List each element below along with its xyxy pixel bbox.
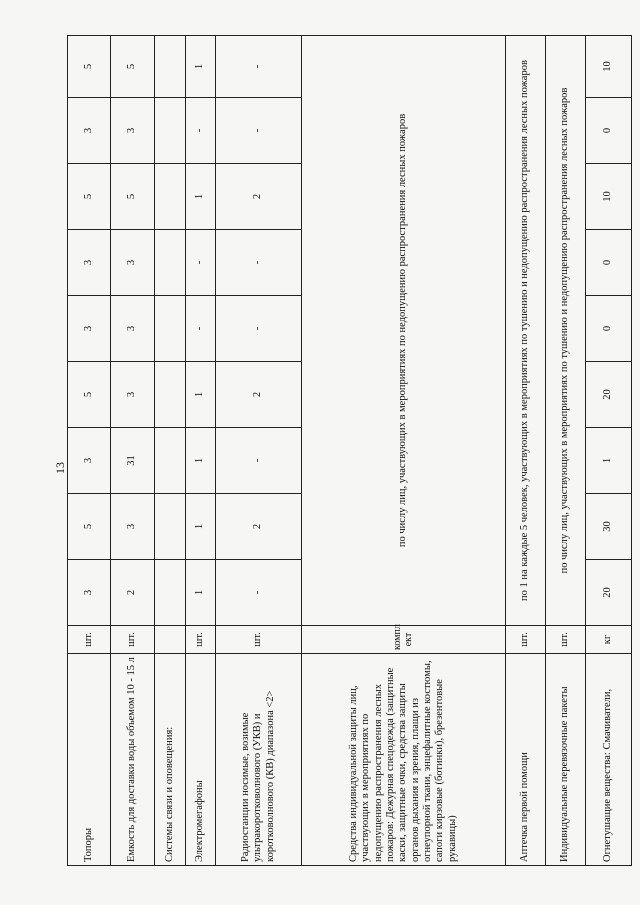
table-row xyxy=(155,36,186,866)
value-cell: 1 xyxy=(186,36,216,98)
value-cell: 3 xyxy=(111,362,155,428)
value-cell: 31 xyxy=(111,428,155,494)
row-name: Электромегафоны xyxy=(186,654,216,866)
value-cell: 5 xyxy=(68,164,111,230)
table-row xyxy=(546,36,586,866)
value-cell: - xyxy=(216,36,302,98)
row-unit: шт. xyxy=(186,626,216,654)
row-name: Емкость для доставки воды объемом 10 - 15 л xyxy=(111,654,155,866)
value-cell: - xyxy=(216,428,302,494)
row-unit: кг xyxy=(586,626,632,654)
value-cell: 1 xyxy=(186,494,216,560)
value-cell xyxy=(155,164,186,230)
value-cell: 3 xyxy=(68,98,111,164)
value-cell: 5 xyxy=(111,36,155,98)
value-cell: 3 xyxy=(68,428,111,494)
rotated-table-container xyxy=(67,36,614,866)
page-number: 13 xyxy=(53,462,67,474)
value-cell: 1 xyxy=(586,428,632,494)
row-unit: шт. xyxy=(111,626,155,654)
value-cell: 5 xyxy=(111,164,155,230)
value-cell: - xyxy=(216,560,302,626)
value-cell xyxy=(155,362,186,428)
value-cell: 0 xyxy=(586,98,632,164)
value-cell: 5 xyxy=(68,494,111,560)
value-cell: 3 xyxy=(111,296,155,362)
row-name: Системы связи и оповещения: xyxy=(155,654,186,866)
value-cell: - xyxy=(216,230,302,296)
merged-value-cell: по 1 на каждые 5 человек, участвующих в мероприятиях по тушению и недопущению распространения лесных пожаров xyxy=(506,36,546,626)
value-cell: - xyxy=(186,296,216,362)
value-cell: 0 xyxy=(586,296,632,362)
value-cell: - xyxy=(216,296,302,362)
value-cell: 30 xyxy=(586,494,632,560)
merged-value-cell: по числу лиц, участвующих в мероприятиях по тушению и недопущению распространения лесных пожаров xyxy=(546,36,586,626)
row-unit: шт. xyxy=(216,626,302,654)
value-cell: 1 xyxy=(186,164,216,230)
row-unit xyxy=(155,626,186,654)
table-row xyxy=(302,36,506,866)
row-unit: шт. xyxy=(506,626,546,654)
equipment-table xyxy=(67,35,632,866)
value-cell: 10 xyxy=(586,164,632,230)
table-row xyxy=(586,36,632,866)
value-cell: 2 xyxy=(111,560,155,626)
value-cell: 0 xyxy=(586,230,632,296)
value-cell: 1 xyxy=(186,428,216,494)
table-row xyxy=(216,36,302,866)
row-unit: компл ект xyxy=(302,626,506,654)
value-cell: 2 xyxy=(216,494,302,560)
value-cell: - xyxy=(186,230,216,296)
row-name: Аптечка первой помощи xyxy=(506,654,546,866)
value-cell xyxy=(155,296,186,362)
row-unit: шт. xyxy=(68,626,111,654)
table-row xyxy=(68,36,111,866)
value-cell: 2 xyxy=(216,164,302,230)
value-cell: 2 xyxy=(216,362,302,428)
row-name: Огнетушащие вещества: Смачиватели, xyxy=(586,654,632,866)
value-cell: 3 xyxy=(111,98,155,164)
value-cell: 3 xyxy=(68,560,111,626)
value-cell: 1 xyxy=(186,560,216,626)
value-cell xyxy=(155,230,186,296)
value-cell: 10 xyxy=(586,36,632,98)
row-name: Топоры xyxy=(68,654,111,866)
value-cell: - xyxy=(186,98,216,164)
value-cell: 20 xyxy=(586,560,632,626)
table-row xyxy=(111,36,155,866)
value-cell: 20 xyxy=(586,362,632,428)
value-cell: - xyxy=(216,98,302,164)
value-cell: 3 xyxy=(111,494,155,560)
value-cell xyxy=(155,98,186,164)
row-unit: шт. xyxy=(546,626,586,654)
value-cell xyxy=(155,428,186,494)
value-cell xyxy=(155,560,186,626)
value-cell: 3 xyxy=(68,230,111,296)
value-cell: 5 xyxy=(68,36,111,98)
value-cell xyxy=(155,494,186,560)
value-cell: 1 xyxy=(186,362,216,428)
row-name: Радиостанции носимые, возимые ультракоротковолнового (УКВ) и коротковолнового (КВ) диапазона <2> xyxy=(216,654,302,866)
value-cell xyxy=(155,36,186,98)
table-row xyxy=(506,36,546,866)
row-name: Индивидуальные перевязочные пакеты xyxy=(546,654,586,866)
table-row xyxy=(186,36,216,866)
value-cell: 3 xyxy=(111,230,155,296)
row-name: Средства индивидуальной защиты лиц, участвующих в мероприятиях по недопущению распространения лесных пожаров: Дежурная спецодежда (защитные каски, защитные очки, средства защиты органов дыхания и зрения, плащи из огнеупорной ткани, энцефалитные костюмы, сапоги кирзовые (ботинки), брезентовые рукавицы) xyxy=(302,654,506,866)
value-cell: 5 xyxy=(68,362,111,428)
merged-value-cell: по числу лиц, участвующих в мероприятиях по недопущению распространения лесных пожаров xyxy=(302,36,506,626)
value-cell: 3 xyxy=(68,296,111,362)
